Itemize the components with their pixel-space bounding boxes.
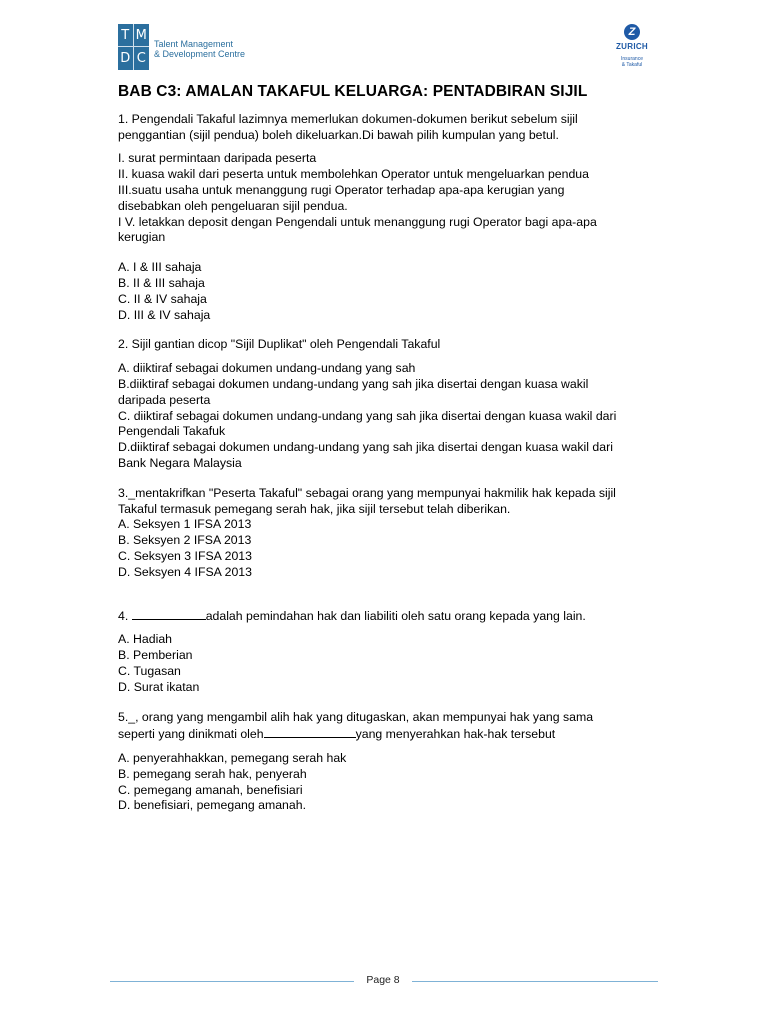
q2-stem: 2. Sijil gantian dicop "Sijil Duplikat" oleh Pengendali Takaful — [118, 337, 441, 352]
question-5 — [118, 710, 648, 815]
page-footer — [110, 972, 658, 992]
tmdc-logo-text — [154, 39, 245, 59]
page-header — [118, 24, 658, 74]
q5-option-d: D. benefisiari, pemegang amanah. — [118, 798, 306, 813]
zurich-subtitle — [608, 56, 656, 68]
document-body — [118, 84, 648, 814]
question-2 — [118, 337, 648, 471]
q4-stem-prefix: 4. — [118, 608, 132, 623]
logo-letter-c: C — [136, 51, 146, 66]
q1-item-3-line2: disebabkan oleh pengeluaran sijil pendua. — [118, 198, 348, 213]
q1-item-3-line1: III.suatu usaha untuk menanggung rugi Operator terhadap apa-apa kerugian yang — [118, 182, 565, 197]
q5-option-a: A. penyerahhakkan, pemegang serah hak — [118, 751, 347, 766]
q1-option-c: C. II & IV sahaja — [118, 291, 207, 306]
q1-option-b: B. II & III sahaja — [118, 275, 205, 290]
q4-stem-suffix: adalah pemindahan hak dan liabiliti oleh satu orang kepada yang lain. — [205, 608, 586, 623]
q3-option-a: A. Seksyen 1 IFSA 2013 — [118, 517, 252, 532]
q5-stem-line2 — [118, 725, 648, 743]
q2-option-b-line2: daripada peserta — [118, 392, 211, 407]
q5-answer-blank — [264, 725, 356, 738]
q1-item-4-line1: I V. letakkan deposit dengan Pengendali untuk menanggung rugi Operator bagi apa-apa — [118, 214, 597, 229]
q3-stem-line2: Takaful termasuk pemegang serah hak, jika sijil tersebut telah diberikan. — [118, 501, 511, 516]
q4-option-d: D. Surat ikatan — [118, 679, 200, 694]
q4-option-b: B. Pemberian — [118, 648, 193, 663]
q1-item-1: I. surat permintaan daripada peserta — [118, 151, 317, 166]
q1-stem-line1: 1. Pengendali Takaful lazimnya memerlukan dokumen-dokumen berikut sebelum sijil — [118, 111, 578, 126]
q1-item-2: II. kuasa wakil dari peserta untuk membolehkan Operator untuk mengeluarkan pendua — [118, 167, 589, 182]
q2-option-c-line1: C. diiktiraf sebagai dokumen undang-undang yang sah jika disertai dengan kuasa wakil dari — [118, 408, 617, 423]
zurich-sub-line2: & Takaful — [621, 62, 643, 68]
q1-option-d: D. III & IV sahaja — [118, 307, 211, 322]
q4-stem — [118, 607, 648, 625]
zurich-sub-line1: Insurance — [621, 56, 643, 62]
q5-stem-line1: 5._, orang yang mengambil alih hak yang ditugaskan, akan mempunyai hak yang sama — [118, 709, 594, 724]
footer-rule-left — [110, 981, 354, 982]
logo-letter-t: T — [118, 24, 134, 47]
q2-option-c-line2: Pengendali Takafuk — [118, 424, 226, 439]
chapter-title: BAB C3: AMALAN TAKAFUL KELUARGA: PENTADBIRAN SIJIL — [118, 83, 588, 100]
tmdc-logo — [118, 24, 149, 70]
page-number: Page 8 — [366, 974, 400, 986]
q1-stem-line2: penggantian (sijil pendua) boleh dikeluarkan.Di bawah pilih kumpulan yang betul. — [118, 127, 559, 142]
q4-answer-blank — [132, 607, 206, 620]
footer-rule-right — [412, 981, 658, 982]
q2-option-b-line1: B.diiktiraf sebagai dokumen undang-undang yang sah jika disertai dengan kuasa wakil — [118, 376, 589, 391]
question-3 — [118, 486, 648, 581]
q3-stem-line1: 3._mentakrifkan "Peserta Takaful" sebagai orang yang mempunyai hakmilik hak kepada sijil — [118, 485, 616, 500]
q2-option-d-line1: D.diiktiraf sebagai dokumen undang-undang yang sah jika disertai dengan kuasa wakil dari — [118, 440, 613, 455]
q3-option-d: D. Seksyen 4 IFSA 2013 — [118, 564, 252, 579]
zurich-mark-icon: Z — [624, 24, 640, 40]
tmdc-text-line1: Talent Management — [154, 39, 234, 49]
q5-option-b: B. pemegang serah hak, penyerah — [118, 766, 307, 781]
q2-option-d-line2: Bank Negara Malaysia — [118, 455, 242, 470]
tmdc-text-line2: & Development Centre — [154, 49, 246, 59]
zurich-name: ZURICH — [615, 42, 649, 51]
q5-stem-suffix: yang menyerahkan hak-hak tersebut — [355, 727, 556, 742]
question-4 — [118, 607, 648, 696]
q3-option-c: C. Seksyen 3 IFSA 2013 — [118, 548, 252, 563]
logo-letter-d: D — [118, 47, 134, 70]
zurich-logo — [608, 24, 656, 74]
q1-option-a: A. I & III sahaja — [118, 260, 202, 275]
q5-option-c: C. pemegang amanah, benefisiari — [118, 782, 303, 797]
q4-option-c: C. Tugasan — [118, 663, 181, 678]
logo-letter-m: M — [134, 24, 150, 47]
q4-option-a: A. Hadiah — [118, 632, 173, 647]
q2-option-a: A. diiktiraf sebagai dokumen undang-undang yang sah — [118, 361, 416, 376]
question-1 — [118, 112, 648, 324]
q3-option-b: B. Seksyen 2 IFSA 2013 — [118, 533, 252, 548]
q5-stem-prefix: seperti yang dinikmati oleh — [118, 727, 264, 742]
q1-item-4-line2: kerugian — [118, 230, 166, 245]
